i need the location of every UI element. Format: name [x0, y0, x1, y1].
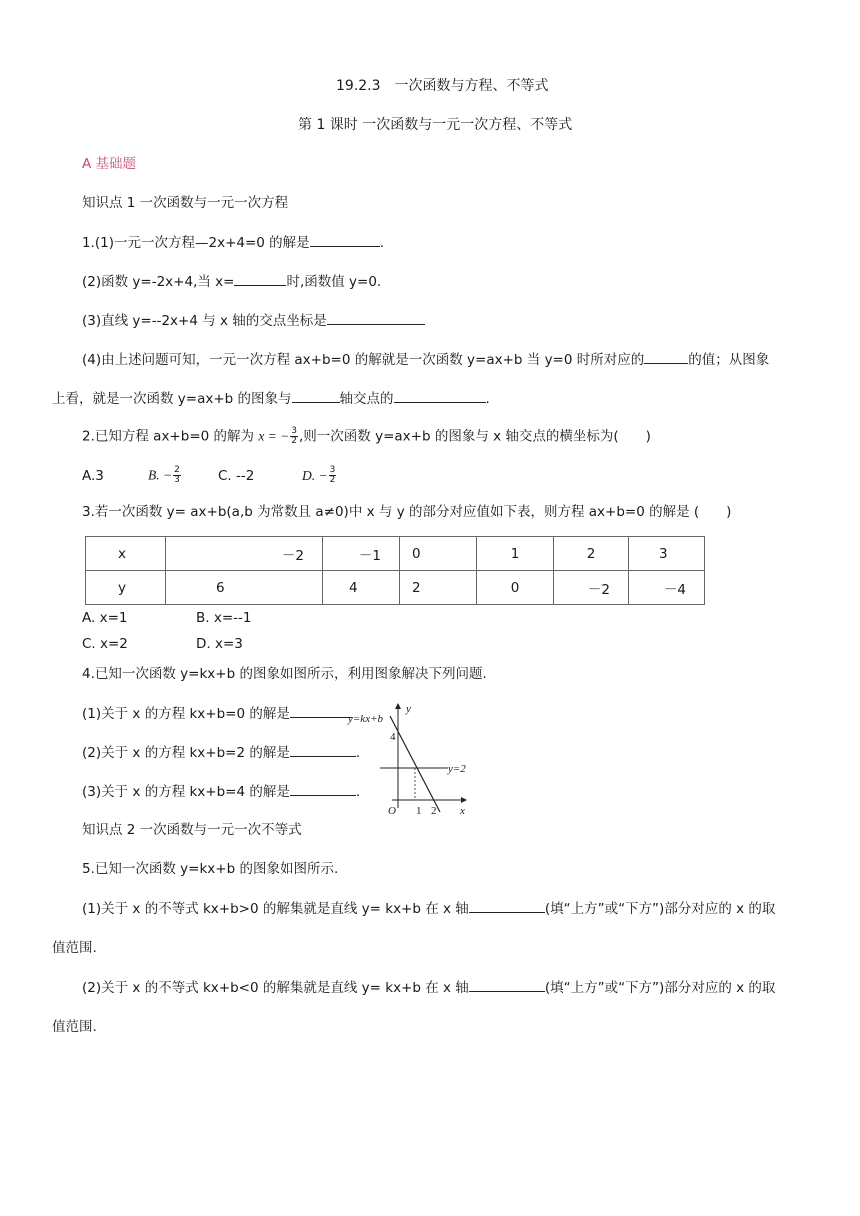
function-line-label: y=kx+b [348, 713, 383, 725]
page-title: 19.2.3 一次函数与方程、不等式 [336, 78, 549, 94]
xy-value-table [85, 536, 705, 605]
q4-part3-text: (3)关于 x 的方程 kx+b=4 的解是 [82, 784, 290, 800]
q4-part1-text: (1)关于 x 的方程 kx+b=0 的解是 [82, 706, 290, 722]
q4-part2-end: . [355, 745, 361, 761]
q4-part2-text: (2)关于 x 的方程 kx+b=2 的解是 [82, 745, 290, 761]
q1-part2 [82, 273, 381, 290]
q3-stem: 3.若一次函数 y= ax+b(a,b 为常数且 a≠0)中 x 与 y 的部分对应值如下表，则方程 ax+b=0 的解是 ( ) [82, 504, 732, 520]
q5-stem: 5.已知一次函数 y=kx+b 的图象如图所示. [82, 861, 339, 877]
q5-part2-line2: 值范围. [52, 1019, 97, 1035]
table-cell: y [86, 571, 166, 605]
table-cell: 1 [477, 537, 554, 571]
answer-blank [469, 979, 545, 992]
q5-part1-line1 [82, 900, 775, 917]
table-cell: －1 [323, 537, 400, 571]
q5-part2-text: (2)关于 x 的不等式 kx+b<0 的解集就是直线 y= kx+b 在 x 轴 [82, 980, 469, 996]
table-cell: 4 [323, 571, 400, 605]
q4-part1 [82, 705, 352, 722]
fraction-denominator: 2 [329, 475, 336, 485]
q2-solution-fraction [290, 427, 298, 446]
answer-blank [394, 390, 486, 403]
hline-label: y=2 [448, 763, 466, 775]
fraction-denominator: 2 [291, 436, 298, 446]
table-row-x [86, 537, 705, 571]
q1-part1-text: 1.(1)一元一次方程—2x+4=0 的解是 [82, 235, 310, 251]
q5-part1-line2: 值范围. [52, 940, 97, 956]
origin-label: O [388, 805, 396, 817]
q5-part1-text-2: (填“上方”或“下方”)部分对应的 x 的取 [544, 901, 776, 917]
answer-blank [234, 273, 286, 286]
q3-option-d: D. x=3 [196, 636, 243, 652]
table-cell: 2 [400, 571, 477, 605]
table-cell: 2 [554, 537, 629, 571]
q2-options [82, 466, 337, 485]
q1-part4-end: . [485, 391, 490, 407]
table-row-y [86, 571, 705, 605]
q1-part2-text-end: 时,函数值 y=0. [286, 274, 382, 290]
table-cell: 3 [629, 537, 705, 571]
q1-part2-text: (2)函数 y=-2x+4,当 x= [82, 274, 235, 290]
y-axis-label: y [406, 703, 411, 715]
q5-part2-line1 [82, 979, 775, 996]
q1-part4-line2 [52, 390, 490, 407]
answer-blank [292, 390, 340, 403]
table-cell: 6 [166, 571, 323, 605]
answer-blank [469, 900, 545, 913]
q3-option-a: A. x=1 [82, 610, 128, 626]
table-cell: 0 [400, 537, 477, 571]
q1-part4-text: (4)由上述问题可知，一元一次方程 ax+b=0 的解就是一次函数 y=ax+b 当 y=0 时所对应的 [82, 352, 645, 368]
knowledge-point-1-heading: 知识点 1 一次函数与一元一次方程 [82, 195, 289, 211]
x-tick-1: 1 [416, 805, 422, 817]
q1-part1-end: . [379, 235, 384, 251]
section-a-heading: A 基础题 [82, 156, 137, 172]
linear-function-graph [340, 696, 480, 822]
q5-part2-text-2: (填“上方”或“下方”)部分对应的 x 的取 [544, 980, 776, 996]
table-cell: －2 [554, 571, 629, 605]
q2-stem [82, 427, 651, 446]
q1-part3 [82, 312, 425, 329]
q2-option-d-fraction [329, 466, 337, 485]
q4-stem: 4.已知一次函数 y=kx+b 的图象如图所示，利用图象解决下列问题. [82, 666, 487, 682]
q1-part4-text-2: 的值；从图象 [688, 352, 770, 368]
q4-part3 [82, 783, 360, 800]
answer-blank [644, 351, 688, 364]
table-cell: x [86, 537, 166, 571]
q3-option-b: B. x=--1 [196, 610, 252, 626]
knowledge-point-2-heading: 知识点 2 一次函数与一元一次不等式 [82, 822, 302, 838]
q1-part1 [82, 234, 384, 251]
q2-option-c: C. --2 [218, 467, 255, 484]
q1-part3-text: (3)直线 y=--2x+4 与 x 轴的交点坐标是 [82, 313, 327, 329]
answer-blank [310, 234, 380, 247]
q2-option-b-label: B. − [148, 467, 173, 483]
q2-solution-expr: x = − [258, 428, 290, 444]
fraction-numerator: 2 [174, 465, 180, 475]
q2-option-d-label: D. − [302, 467, 328, 483]
x-tick-2: 2 [431, 805, 437, 817]
q5-part1-text: (1)关于 x 的不等式 kx+b>0 的解集就是直线 y= kx+b 在 x 轴 [82, 901, 469, 917]
answer-blank [327, 312, 425, 325]
q1-part4-text-4: 轴交点的 [339, 391, 394, 407]
q4-part3-end: . [355, 784, 361, 800]
q2-option-a: A.3 [82, 467, 104, 484]
lesson-subtitle: 第 1 课时 一次函数与一元一次方程、不等式 [298, 117, 573, 133]
table-cell: －2 [166, 537, 323, 571]
fraction-denominator: 3 [174, 475, 180, 485]
x-axis-label: x [460, 805, 465, 817]
q1-part4-text-3: 上看，就是一次函数 y=ax+b 的图象与 [52, 391, 292, 407]
table-cell: －4 [629, 571, 705, 605]
fraction-numerator: 3 [291, 426, 298, 436]
y-tick-4: 4 [390, 731, 396, 743]
q2-option-d [302, 465, 337, 485]
fraction-numerator: 3 [329, 465, 336, 475]
q3-option-c: C. x=2 [82, 636, 128, 652]
q2-stem-text: 2.已知方程 ax+b=0 的解为 [82, 428, 259, 445]
q2-option-b-fraction [173, 466, 181, 485]
q2-option-b [148, 466, 218, 485]
q4-part2 [82, 744, 360, 761]
q1-part4-line1 [82, 351, 769, 368]
table-cell: 0 [477, 571, 554, 605]
q2-stem-text-2: ,则一次函数 y=ax+b 的图象与 x 轴交点的横坐标为( ) [299, 428, 651, 445]
